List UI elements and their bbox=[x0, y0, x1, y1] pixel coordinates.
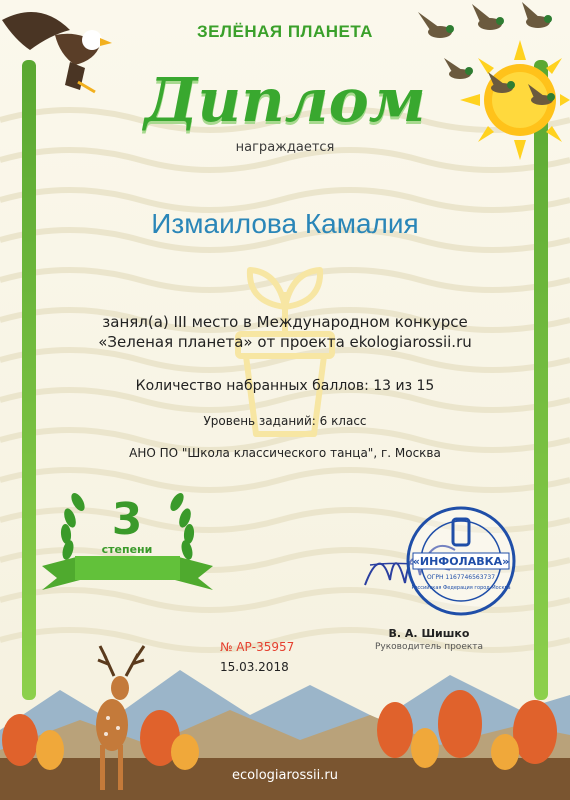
official-stamp bbox=[405, 505, 517, 617]
stamp-ogrn: ОГРН 1167746563737 bbox=[426, 574, 496, 581]
achievement-line-1: занял(а) III место в Международном конкурсе bbox=[102, 313, 468, 331]
signer-role: Руководитель проекта bbox=[374, 642, 484, 652]
stamp-name: «ИНФОЛАВКА» bbox=[412, 555, 510, 568]
awarded-label: награждается bbox=[235, 140, 335, 155]
place-badge bbox=[40, 482, 215, 594]
diploma-title: Диплом bbox=[144, 66, 426, 136]
stamp-location: Российская Федерация город Москва bbox=[411, 585, 511, 591]
certificate-date: 15.03.2018 bbox=[220, 660, 289, 674]
signer-name: В. А. Шишко bbox=[388, 627, 470, 640]
badge-label: степени bbox=[101, 543, 153, 556]
achievement-line-2: «Зеленая планета» от проекта ekologiarossii.ru bbox=[98, 333, 472, 351]
recipient-name: Измаилова Камалия bbox=[151, 208, 419, 239]
footer-url[interactable]: ecologiarossii.ru bbox=[232, 768, 338, 783]
level-line: Уровень заданий: 6 класс bbox=[203, 414, 367, 428]
certificate-number: № АР-35957 bbox=[220, 640, 295, 654]
organization-line: АНО ПО "Школа классического танца", г. Москва bbox=[129, 446, 441, 460]
score-line: Количество набранных баллов: 13 из 15 bbox=[135, 378, 435, 394]
brand-title: ЗЕЛЁНАЯ ПЛАНЕТА bbox=[197, 22, 373, 41]
badge-digit: 3 bbox=[111, 494, 143, 545]
